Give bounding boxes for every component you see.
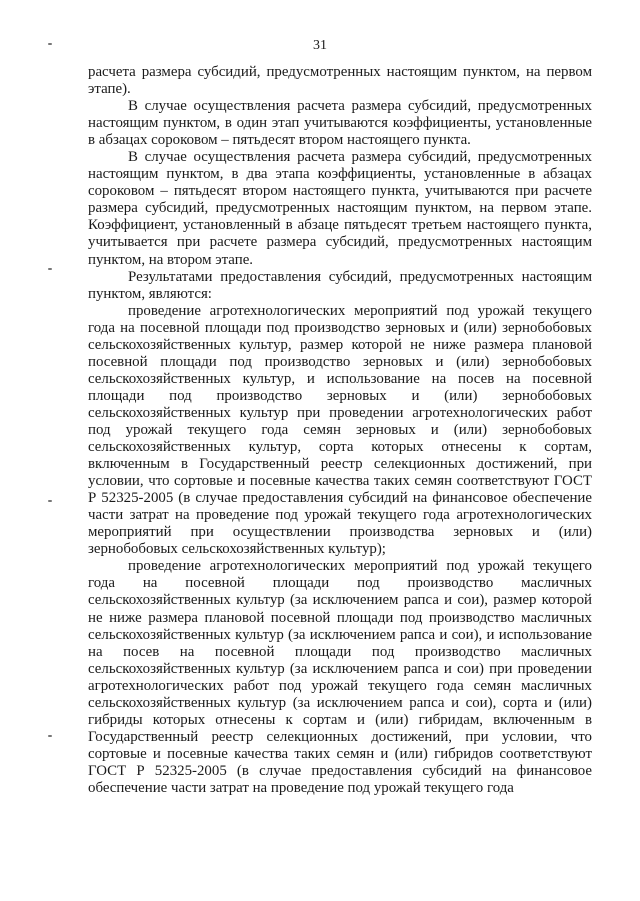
paragraph-one-stage: В случае осуществления расчета размера субсидий, предусмотренных настоящим пунктом, в один этап учитываются коэффициенты, установленные в абзацах сороковом – пятьдесят втором настоящего пункта.: [88, 98, 592, 149]
scan-speck: [48, 268, 52, 270]
scan-speck: [48, 735, 52, 737]
page-number: 31: [313, 38, 327, 53]
paragraph-oilseed-crops: проведение агротехнологических мероприятий под урожай текущего года на посевной площади под производство масличных сельскохозяйственных культур (за исключением рапса и сои), размер которой не ниже размера плановой посевной площади под производство масличных сельскохозяйственных культур (за исключением рапса и сои), и использование на посев на посевной площади под производство масличных сельскохозяйственных культур (за исключением рапса и сои) при проведении агротехнологических работ под урожай текущего года семян масличных сельскохозяйственных культур (за исключением рапса и сои), сорта и (или) гибриды которых отнесены к сортам и (или) гибридам, включенным в Государственный реестр селекционных достижений, при условии, что сортовые и посевные качества таких семян и (или) гибридов соответствуют ГОСТ Р 52325-2005 (в случае предоставления субсидий на финансовое обеспечение части затрат на проведение под урожай текущего года: [88, 558, 592, 796]
scan-speck: [48, 43, 52, 45]
paragraph-two-stage: В случае осуществления расчета размера субсидий, предусмотренных настоящим пунктом, в два этапа коэффициенты, установленные в абзацах сороковом – пятьдесят втором настоящего пункта, учитываются при расчете размера субсидий, предусмотренных настоящим пунктом, на первом этапе. Коэффициент, установленный в абзаце пятьдесят третьем настоящего пункта, учитывается при расчете размера субсидий, предусмотренных настоящим пунктом, на втором этапе.: [88, 149, 592, 268]
paragraph-continuation: расчета размера субсидий, предусмотренных настоящим пунктом, на первом этапе).: [88, 64, 592, 98]
paragraph-grain-crops: проведение агротехнологических мероприятий под урожай текущего года на посевной площади под производство зерновых и (или) зернобобовых сельскохозяйственных культур, размер которой не ниже размера плановой посевной площади под производство зерновых и (или) зернобобовых сельскохозяйственных культур, и использование на посев на посевной площади под производство зерновых и (или) зернобобовых сельскохозяйственных культур при проведении агротехнологических работ под урожай текущего года семян зерновых и (или) зернобобовых сельскохозяйственных культур, сорта которых отнесены к сортам, включенным в Государственный реестр селекционных достижений, при условии, что сортовые и посевные качества таких семян соответствуют ГОСТ Р 52325-2005 (в случае предоставления субсидий на финансовое обеспечение части затрат на проведение под урожай текущего года агротехнологических мероприятий при осуществлении производства зерновых и (или) зернобобовых сельскохозяйственных культур);: [88, 302, 592, 558]
document-body: [88, 64, 592, 797]
paragraph-results-intro: Результатами предоставления субсидий, предусмотренных настоящим пунктом, являются:: [88, 268, 592, 302]
scan-speck: [48, 500, 52, 502]
